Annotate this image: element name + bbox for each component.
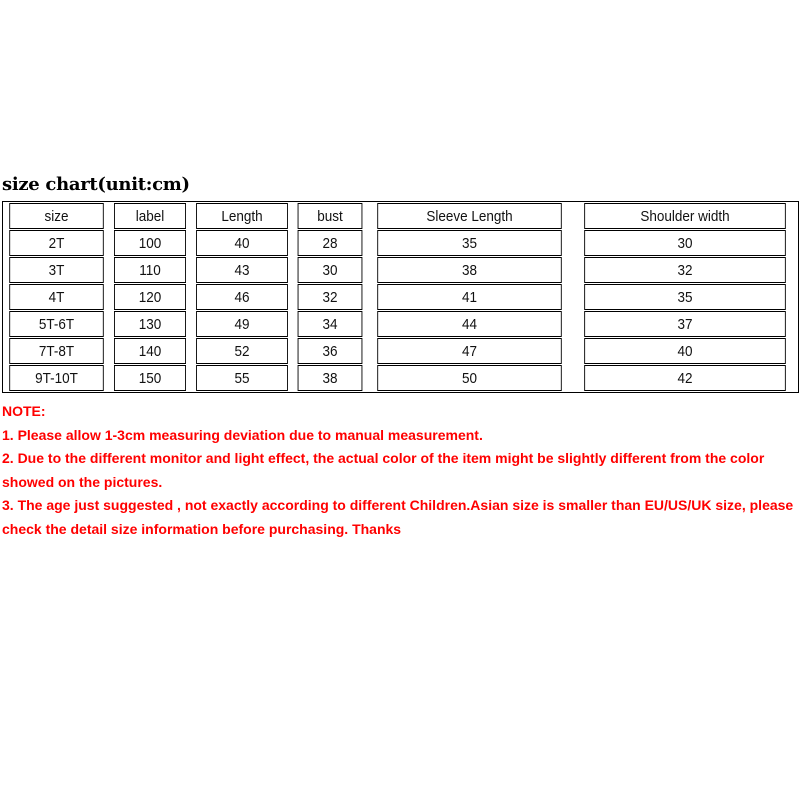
header-bust: bust xyxy=(298,203,363,229)
cell-sleeve-length: 44 xyxy=(377,311,562,337)
header-label: label xyxy=(114,203,186,229)
table-row xyxy=(4,338,797,364)
note-item: 3. The age just suggested , not exactly according to different Children.Asian size is smaller than EU/US/UK size, please check the detail size information before purchasing. Thanks xyxy=(2,497,794,537)
cell-sleeve-length: 38 xyxy=(377,257,562,283)
note-item: 1. Please allow 1-3cm measuring deviation due to manual measurement. xyxy=(2,426,483,443)
cell-label: 110 xyxy=(114,257,186,283)
cell-size: 7T-8T xyxy=(9,338,104,364)
size-table xyxy=(2,201,799,393)
table-row xyxy=(4,257,797,283)
table-row xyxy=(4,284,797,310)
cell-label: 140 xyxy=(114,338,186,364)
table-row xyxy=(4,311,797,337)
cell-shoulder-width: 30 xyxy=(584,230,786,256)
note-item: 2. Due to the different monitor and light effect, the actual color of the item might be slightly different from the color showed on the pictures. xyxy=(2,450,765,490)
cell-label: 120 xyxy=(114,284,186,310)
cell-size: 9T-10T xyxy=(9,365,104,391)
cell-bust: 34 xyxy=(298,311,363,337)
cell-shoulder-width: 32 xyxy=(584,257,786,283)
cell-length: 46 xyxy=(196,284,288,310)
table-row xyxy=(4,230,797,256)
cell-length: 55 xyxy=(196,365,288,391)
cell-length: 49 xyxy=(196,311,288,337)
table-row xyxy=(4,365,797,391)
cell-size: 2T xyxy=(9,230,104,256)
cell-shoulder-width: 37 xyxy=(584,311,786,337)
header-length: Length xyxy=(196,203,288,229)
cell-bust: 30 xyxy=(298,257,363,283)
cell-sleeve-length: 50 xyxy=(377,365,562,391)
cell-bust: 28 xyxy=(298,230,363,256)
cell-length: 43 xyxy=(196,257,288,283)
cell-sleeve-length: 47 xyxy=(377,338,562,364)
cell-sleeve-length: 35 xyxy=(377,230,562,256)
cell-label: 100 xyxy=(114,230,186,256)
cell-shoulder-width: 42 xyxy=(584,365,786,391)
cell-length: 52 xyxy=(196,338,288,364)
cell-bust: 32 xyxy=(298,284,363,310)
table-header-row xyxy=(4,203,797,229)
header-shoulder-width: Shoulder width xyxy=(584,203,786,229)
chart-title: size chart(unit:cm) xyxy=(2,174,190,195)
cell-bust: 36 xyxy=(298,338,363,364)
header-size: size xyxy=(9,203,104,229)
notes-section xyxy=(2,400,798,541)
cell-shoulder-width: 40 xyxy=(584,338,786,364)
cell-size: 5T-6T xyxy=(9,311,104,337)
cell-bust: 38 xyxy=(298,365,363,391)
header-sleeve-length: Sleeve Length xyxy=(377,203,562,229)
cell-sleeve-length: 41 xyxy=(377,284,562,310)
cell-label: 150 xyxy=(114,365,186,391)
cell-length: 40 xyxy=(196,230,288,256)
cell-label: 130 xyxy=(114,311,186,337)
notes-heading: NOTE: xyxy=(2,403,46,419)
cell-size: 4T xyxy=(9,284,104,310)
cell-shoulder-width: 35 xyxy=(584,284,786,310)
cell-size: 3T xyxy=(9,257,104,283)
